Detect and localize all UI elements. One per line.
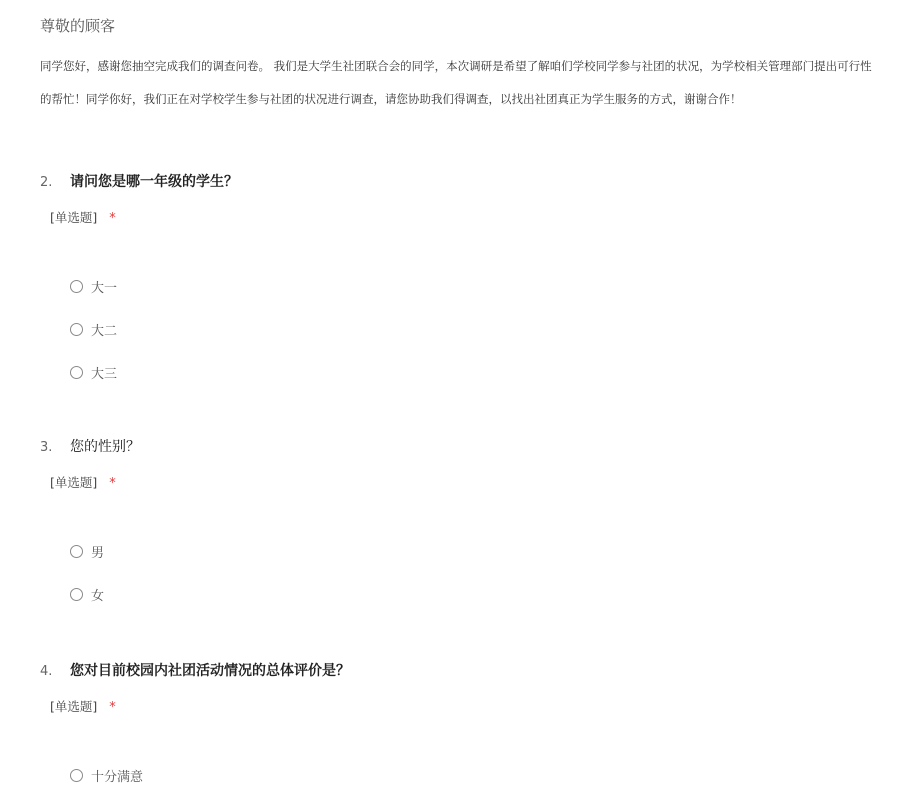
question-header [40, 171, 238, 191]
option-male[interactable] [70, 542, 104, 560]
question-type [50, 473, 116, 491]
question-header [40, 436, 140, 456]
question-type [50, 208, 116, 226]
required-mark: * [109, 476, 116, 491]
radio-icon[interactable] [70, 588, 83, 601]
option-label: 大二 [91, 323, 118, 339]
option-female[interactable] [70, 585, 104, 603]
option-label: 男 [91, 545, 105, 561]
radio-icon[interactable] [70, 545, 83, 558]
question-type-label: [单选题] [50, 699, 98, 714]
question-title: 请问您是哪一年级的学生？ [70, 174, 238, 190]
option-grade-2[interactable] [70, 320, 117, 338]
radio-icon[interactable] [70, 280, 83, 293]
intro-text-line-1: 同学您好，感谢您抽空完成我们的调查问卷。 我们是大学生社团联合会的同学，本次调研是希望了解咱们学校同学参与社团的状况，为学校相关管理部门提出可行性 [40, 59, 872, 73]
option-grade-1[interactable] [70, 277, 117, 295]
question-title: 您的性别？ [70, 439, 140, 455]
question-type-label: [单选题] [50, 210, 98, 225]
question-number: 2. [40, 175, 53, 190]
question-type-label: [单选题] [50, 475, 98, 490]
greeting-title: 尊敬的顾客 [40, 17, 116, 35]
radio-icon[interactable] [70, 769, 83, 782]
option-label: 十分满意 [91, 769, 144, 785]
required-mark: * [109, 211, 116, 226]
intro-text-line-2: 的帮忙！同学你好，我们正在对学校学生参与社团的状况进行调查，请您协助我们得调查，以找出社团真正为学生服务的方式，谢谢合作！ [40, 92, 742, 106]
question-number: 4. [40, 664, 53, 679]
option-label: 大一 [91, 280, 118, 296]
option-label: 女 [91, 588, 105, 604]
question-number: 3. [40, 440, 53, 455]
option-very-satisfied[interactable] [70, 766, 143, 784]
question-type [50, 697, 116, 715]
radio-icon[interactable] [70, 323, 83, 336]
option-label: 大三 [91, 366, 118, 382]
radio-icon[interactable] [70, 366, 83, 379]
required-mark: * [109, 700, 116, 715]
option-grade-3[interactable] [70, 363, 117, 381]
question-header [40, 660, 350, 680]
question-title: 您对目前校园内社团活动情况的总体评价是？ [70, 663, 350, 679]
